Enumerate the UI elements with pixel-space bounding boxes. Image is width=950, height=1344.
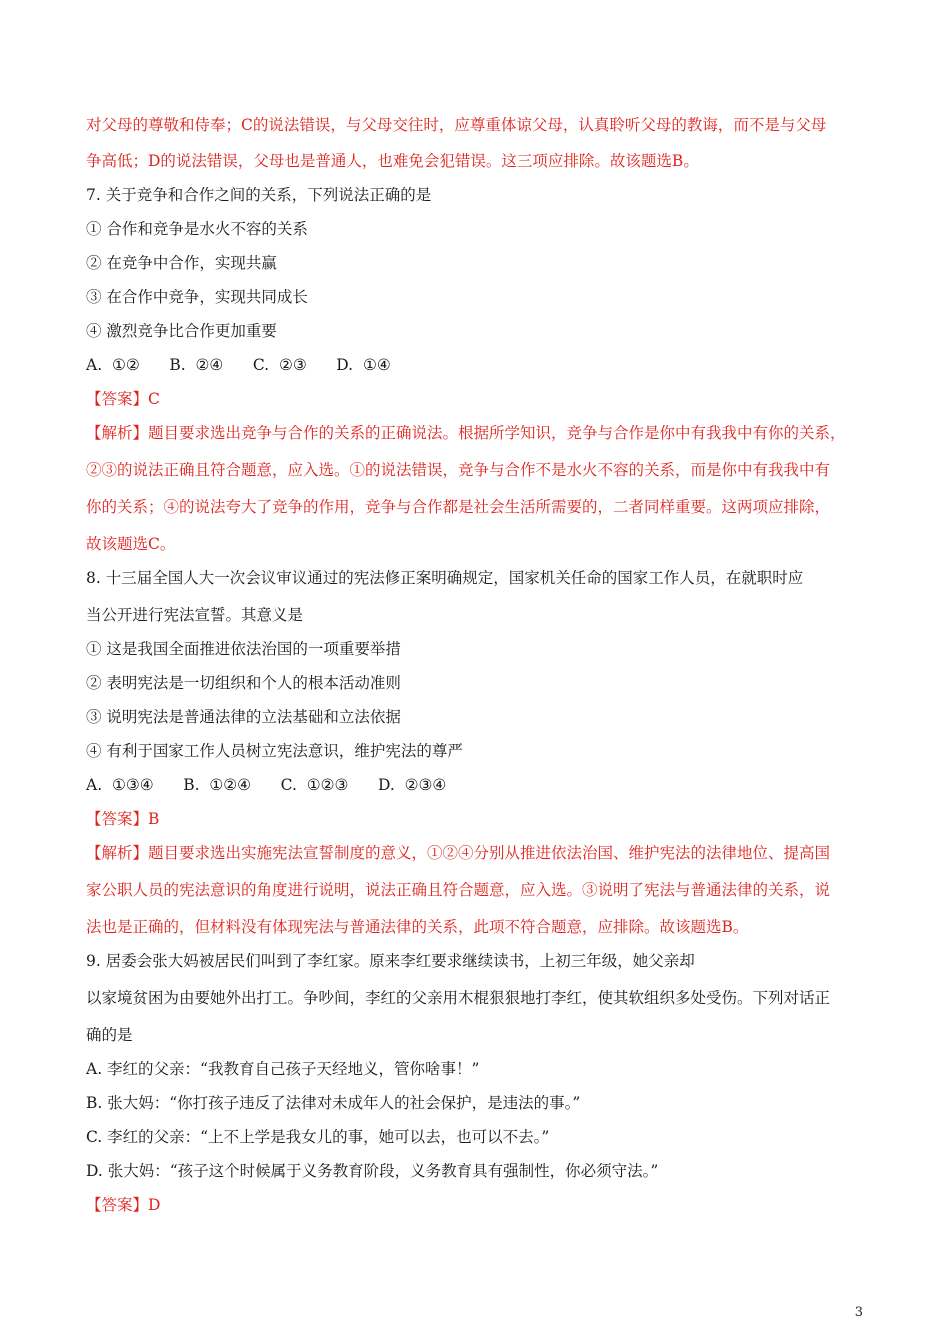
question-7-analysis-line: 故该题选C。 xyxy=(86,535,176,553)
page-number: 3 xyxy=(854,1305,863,1320)
question-8-item-3: ③ 说明宪法是普通法律的立法基础和立法依据 xyxy=(86,708,401,726)
question-9-option-c: C. 李红的父亲：“上不上学是我女儿的事，她可以去，也可以不去。” xyxy=(86,1128,550,1146)
question-8-item-1: ① 这是我国全面推进依法治国的一项重要举措 xyxy=(86,640,401,658)
question-7-analysis-line: ②③的说法正确且符合题意，应入选。①的说法错误，竞争与合作不是水火不容的关系，而是你中有我我中有 xyxy=(86,461,831,479)
question-9-option-d: D. 张大妈：“孩子这个时候属于义务教育阶段，义务教育具有强制性，你必须守法。” xyxy=(86,1162,659,1180)
question-9-stem: 9. 居委会张大妈被居民们叫到了李红家。原来李红要求继续读书，上初三年级，她父亲却 xyxy=(86,952,695,970)
question-7-analysis-line: 你的关系；④的说法夸大了竞争的作用，竞争与合作都是社会生活所需要的，二者同样重要。这两项应排除， xyxy=(86,498,831,516)
question-9-option-b: B. 张大妈：“你打孩子违反了法律对未成年人的社会保护，是违法的事。” xyxy=(86,1094,581,1112)
question-7-item-1: ① 合作和竞争是水火不容的关系 xyxy=(86,220,308,238)
question-7-analysis-line: 【解析】题目要求选出竞争与合作的关系的正确说法。根据所学知识，竞争与合作是你中有我我中有你的关系， xyxy=(86,424,846,442)
question-7-item-3: ③ 在合作中竞争，实现共同成长 xyxy=(86,288,308,306)
question-7-item-2: ② 在竞争中合作，实现共赢 xyxy=(86,254,277,272)
question-8-analysis-line: 【解析】题目要求选出实施宪法宣誓制度的意义，①②④分别从推进依法治国、维护宪法的法律地位、提高国 xyxy=(86,844,831,862)
question-8-options: A. ①③④ B. ①②④ C. ①②③ D. ②③④ xyxy=(86,776,447,794)
question-9-stem: 确的是 xyxy=(86,1026,133,1044)
question-7-options: A. ①② B. ②④ C. ②③ D. ①④ xyxy=(86,356,391,374)
question-7-stem: 7. 关于竞争和合作之间的关系，下列说法正确的是 xyxy=(86,186,432,204)
question-8-answer: 【答案】B xyxy=(86,810,160,828)
question-8-stem: 8. 十三届全国人大一次会议审议通过的宪法修正案明确规定，国家机关任命的国家工作人员，在就职时应 xyxy=(86,569,804,587)
question-8-analysis-line: 法也是正确的，但材料没有体现宪法与普通法律的关系，此项不符合题意，应排除。故该题选B。 xyxy=(86,918,749,936)
question-9-answer: 【答案】D xyxy=(86,1196,161,1214)
analysis-continuation-line: 对父母的尊敬和侍奉；C的说法错误，与父母交往时，应尊重体谅父母，认真聆听父母的教诲，而不是与父母 xyxy=(86,116,827,134)
question-9-stem: 以家境贫困为由要她外出打工。争吵间，李红的父亲用木棍狠狠地打李红，使其软组织多处受伤。下列对话正 xyxy=(86,989,831,1007)
question-8-stem: 当公开进行宪法宣誓。其意义是 xyxy=(86,606,304,624)
document-body xyxy=(86,112,872,1216)
question-8-item-4: ④ 有利于国家工作人员树立宪法意识，维护宪法的尊严 xyxy=(86,742,463,760)
question-8-item-2: ② 表明宪法是一切组织和个人的根本活动准则 xyxy=(86,674,401,692)
question-7-item-4: ④ 激烈竞争比合作更加重要 xyxy=(86,322,277,340)
question-7-answer: 【答案】C xyxy=(86,390,160,408)
analysis-continuation-line: 争高低；D的说法错误，父母也是普通人，也难免会犯错误。这三项应排除。故该题选B。 xyxy=(86,152,699,170)
question-8-analysis-line: 家公职人员的宪法意识的角度进行说明，说法正确且符合题意，应入选。③说明了宪法与普通法律的关系，说 xyxy=(86,881,831,899)
question-9-option-a: A. 李红的父亲：“我教育自己孩子天经地义，管你啥事！” xyxy=(86,1060,480,1078)
